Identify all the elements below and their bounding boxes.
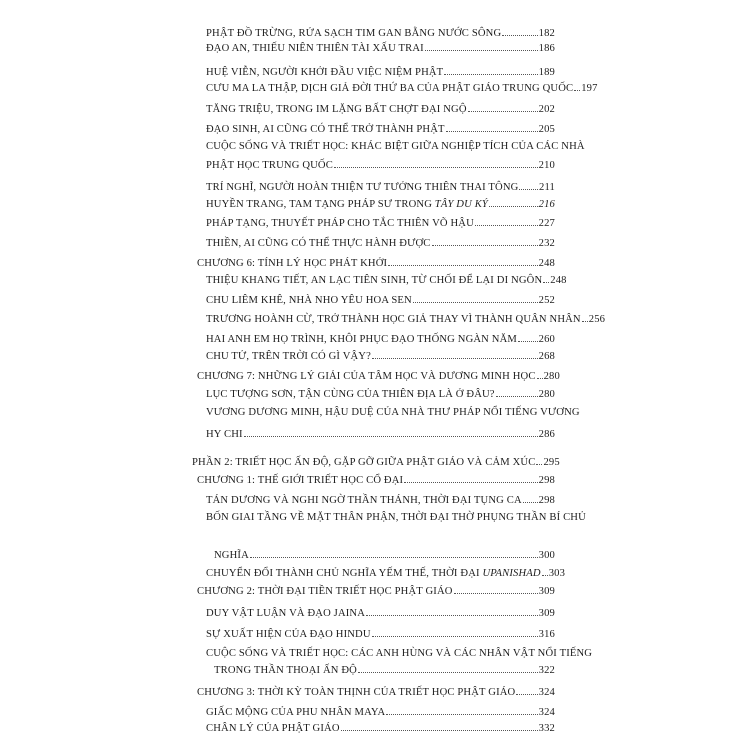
toc-entry-title-text: TĂNG TRIỆU, TRONG IM LẶNG BẤT CHỢT ĐẠI NGỘ xyxy=(206,104,467,115)
toc-dot-leader xyxy=(543,281,549,283)
toc-section-entry xyxy=(206,123,555,137)
toc-dot-leader xyxy=(454,592,538,594)
toc-page-number: 324 xyxy=(538,707,555,718)
toc-section-entry xyxy=(206,333,555,347)
toc-dot-leader xyxy=(542,574,548,576)
toc-entry-title xyxy=(206,181,518,195)
toc-entry-title-text: PHẬT ĐỒ TRỪNG, RỬA SẠCH TIM GAN BẰNG NƯỚC SÔNG xyxy=(206,28,502,39)
toc-dot-leader xyxy=(519,188,538,190)
toc-entry-title-text: THIỆU KHANG TIẾT, AN LẠC TIÊN SINH, TỪ CHỐI ĐỂ LẠI DI NGÔN xyxy=(206,275,543,286)
toc-entry-title xyxy=(214,549,249,563)
toc-section-entry xyxy=(206,722,555,736)
toc-dot-leader xyxy=(446,130,538,132)
toc-entry-title xyxy=(197,257,387,271)
toc-entry-title-text: TRÍ NGHĨ, NGƯỜI HOÀN THIỆN TƯ TƯỞNG THIÊN THAI TÔNG xyxy=(206,182,519,193)
toc-page-number: 205 xyxy=(538,124,555,135)
toc-entry-title xyxy=(206,406,580,420)
toc-entry-title xyxy=(206,198,488,212)
toc-entry-title-text: CHÂN LÝ CỦA PHẬT GIÁO xyxy=(206,723,340,734)
toc-entry-title-text: CHƯƠNG 3: THỜI KỲ TOÀN THỊNH CỦA TRIẾT HỌC PHẬT GIÁO xyxy=(197,687,516,698)
toc-section-entry xyxy=(206,494,555,508)
toc-page-number: 256 xyxy=(588,314,606,325)
toc-page-number: 227 xyxy=(538,218,555,229)
toc-entry-title-text: CHƯƠNG 2: THỜI ĐẠI TIỀN TRIẾT HỌC PHẬT GIÁO xyxy=(197,586,453,597)
toc-entry-title-text: HY CHI xyxy=(206,429,243,440)
toc-entry-title xyxy=(206,647,592,661)
toc-entry-title xyxy=(197,585,453,599)
toc-page-number: 189 xyxy=(538,67,555,78)
toc-section-entry xyxy=(206,237,555,251)
toc-section-entry xyxy=(206,159,555,173)
toc-entry-title-text: GIẤC MỘNG CỦA PHU NHÂN MAYA xyxy=(206,707,386,718)
toc-section-entry xyxy=(206,181,555,195)
toc-page-number: 303 xyxy=(548,568,566,579)
toc-entry-title-italic: TÂY DU KÝ xyxy=(434,199,488,210)
toc-page-number: 298 xyxy=(538,495,555,506)
toc-dot-leader xyxy=(341,729,538,731)
toc-page-number: 280 xyxy=(538,389,555,400)
toc-page-number: 260 xyxy=(538,334,555,345)
toc-entry-title xyxy=(206,428,243,442)
toc-dot-leader xyxy=(536,463,542,465)
toc-section-entry xyxy=(206,313,606,327)
toc-dot-leader xyxy=(425,49,538,51)
toc-entry-title-text: HUỆ VIỄN, NGƯỜI KHỞI ĐẦU VIỆC NIỆM PHẬT xyxy=(206,67,444,78)
toc-section-entry xyxy=(206,647,593,661)
toc-entry-title-text: CHUYỂN ĐỔI THÀNH CHỦ NGHĨA YẾM THẾ, THỜI ĐẠI xyxy=(206,568,483,579)
toc-entry-title xyxy=(206,237,431,251)
toc-entry-title xyxy=(197,370,536,384)
toc-dot-leader xyxy=(475,224,538,226)
toc-dot-leader xyxy=(518,340,538,342)
toc-entry-title xyxy=(206,388,495,402)
toc-entry-title xyxy=(206,722,340,736)
toc-page-number: 186 xyxy=(538,43,555,54)
toc-entry-title xyxy=(206,706,385,720)
toc-chapter-entry xyxy=(197,585,555,599)
toc-entry-title-text: CƯU MA LA THẬP, DỊCH GIẢ ĐỜI THỨ BA CỦA PHẬT GIÁO TRUNG QUỐC xyxy=(206,83,574,94)
toc-page-number: 216 xyxy=(538,199,555,210)
toc-entry-title-text: CUỘC SỐNG VÀ TRIẾT HỌC: CÁC ANH HÙNG VÀ CÁC NHÂN VẬT NỔI TIẾNG xyxy=(206,648,593,659)
toc-entry-title-text: NGHĨA xyxy=(214,550,249,561)
toc-entry-title-text: SỰ XUẤT HIỆN CỦA ĐẠO HINDU xyxy=(206,629,371,640)
toc-page-number: 248 xyxy=(550,275,567,286)
toc-entry-title xyxy=(206,350,371,364)
toc-section-entry xyxy=(206,198,555,212)
toc-dot-leader xyxy=(523,501,538,503)
toc-section-entry xyxy=(206,103,555,117)
toc-entry-title-text: TÁN DƯƠNG VÀ NGHI NGỜ THẦN THÁNH, THỜI ĐẠI TỤNG CA xyxy=(206,495,522,506)
toc-entry-title xyxy=(197,686,515,700)
toc-entry-title-text: PHẦN 2: TRIẾT HỌC ẤN ĐỘ, GẶP GỠ GIỮA PHẬT GIÁO VÀ CẢM XÚC xyxy=(192,457,536,468)
toc-chapter-entry xyxy=(197,686,555,700)
toc-entry-title-text: ĐẠO SINH, AI CŨNG CÓ THỂ TRỞ THÀNH PHẬT xyxy=(206,124,445,135)
toc-chapter-entry xyxy=(197,474,555,488)
toc-section-entry xyxy=(206,428,555,442)
toc-dot-leader xyxy=(388,264,537,266)
toc-entry-title-italic: UPANISHAD xyxy=(482,568,541,579)
toc-entry-title xyxy=(206,123,445,137)
toc-section-entry xyxy=(206,42,555,56)
toc-section-entry xyxy=(206,27,555,41)
toc-dot-leader xyxy=(516,693,537,695)
toc-entry-title xyxy=(206,217,474,231)
toc-section-entry xyxy=(206,511,586,525)
toc-section-entry xyxy=(206,350,555,364)
toc-entry-title-text: CHƯƠNG 6: TÍNH LÝ HỌC PHÁT KHỞI xyxy=(197,258,388,269)
toc-entry-title-text: HAI ANH EM HỌ TRÌNH, KHÔI PHỤC ĐẠO THỐNG NGÀN NĂM xyxy=(206,334,517,345)
toc-entry-title-text: PHÁP TẠNG, THUYẾT PHÁP CHO TẮC THIÊN VÕ HẬU xyxy=(206,218,474,229)
toc-page-number: 298 xyxy=(538,475,555,486)
toc-entry-title xyxy=(206,494,522,508)
toc-section-entry xyxy=(206,217,555,231)
toc-dot-leader xyxy=(372,635,538,637)
toc-dot-leader xyxy=(413,301,538,303)
toc-dot-leader xyxy=(537,377,543,379)
toc-page-number: 211 xyxy=(539,182,555,193)
toc-section-entry xyxy=(206,66,555,80)
toc-page-number: 210 xyxy=(538,160,555,171)
toc-entry-title-text: ĐẠO AN, THIẾU NIÊN THIÊN TÀI XẤU TRAI xyxy=(206,43,424,54)
toc-dot-leader xyxy=(404,481,537,483)
toc-dot-leader xyxy=(372,357,538,359)
toc-entry-title xyxy=(206,27,501,41)
toc-entry-title xyxy=(206,294,412,308)
toc-dot-leader xyxy=(244,435,538,437)
toc-page-number: 322 xyxy=(538,665,555,676)
toc-section-entry xyxy=(206,388,555,402)
toc-section-entry xyxy=(206,82,598,96)
toc-section-entry xyxy=(206,274,567,288)
toc-entry-title xyxy=(206,567,541,581)
toc-page-number: 316 xyxy=(538,629,555,640)
toc-page-number: 295 xyxy=(543,457,560,468)
toc-entry-title-text: PHẬT HỌC TRUNG QUỐC xyxy=(206,160,333,171)
toc-entry-title xyxy=(206,140,585,154)
toc-dot-leader xyxy=(334,166,538,168)
toc-section-entry xyxy=(206,607,555,621)
toc-dot-leader xyxy=(574,89,580,91)
toc-dot-leader xyxy=(432,244,538,246)
toc-page-number: 182 xyxy=(538,28,555,39)
toc-entry-title-text: CHƯƠNG 7: NHỮNG LÝ GIẢI CỦA TÂM HỌC VÀ DƯƠNG MINH HỌC xyxy=(197,371,536,382)
toc-entry-title-text: VƯƠNG DƯƠNG MINH, HẬU DUỆ CỦA NHÀ THƯ PHÁP NỔI TIẾNG VƯƠNG xyxy=(206,407,580,418)
toc-page-number: 332 xyxy=(538,723,555,734)
toc-entry-title-text: DUY VẬT LUẬN VÀ ĐẠO JAINA xyxy=(206,608,366,619)
toc-dot-leader xyxy=(250,556,538,558)
toc-chapter-entry xyxy=(197,257,555,271)
toc-page-number: 300 xyxy=(538,550,555,561)
toc-entry-title-text: THIỀN, AI CŨNG CÓ THỂ THỰC HÀNH ĐƯỢC xyxy=(206,238,431,249)
toc-section-entry xyxy=(206,628,555,642)
toc-section-entry xyxy=(214,664,555,678)
toc-page-number: 252 xyxy=(538,295,555,306)
toc-section-entry xyxy=(206,567,566,581)
toc-dot-leader xyxy=(502,34,537,36)
toc-entry-title-text: TRONG THẦN THOẠI ẤN ĐỘ xyxy=(214,665,357,676)
toc-entry-title-text: TRƯƠNG HOÀNH CỪ, TRỞ THÀNH HỌC GIẢ THAY VÌ THÀNH QUÂN NHÂN xyxy=(206,314,581,325)
toc-dot-leader xyxy=(582,320,588,322)
toc-dot-leader xyxy=(366,614,538,616)
toc-section-entry xyxy=(214,549,555,563)
toc-entry-title xyxy=(206,82,573,96)
toc-entry-title xyxy=(206,274,542,288)
toc-page-number: 232 xyxy=(538,238,555,249)
toc-section-entry xyxy=(206,140,585,154)
toc-entry-title xyxy=(206,511,586,525)
toc-section-entry xyxy=(206,406,580,420)
toc-entry-title-text: CHƯƠNG 1: THẾ GIỚI TRIẾT HỌC CỔ ĐẠI xyxy=(197,475,404,486)
toc-entry-title xyxy=(206,42,424,56)
toc-entry-title xyxy=(206,333,517,347)
toc-entry-title-text: CHU LIÊM KHÊ, NHÀ NHO YÊU HOA SEN xyxy=(206,295,412,306)
toc-dot-leader xyxy=(444,73,537,75)
toc-page-number: 280 xyxy=(543,371,560,382)
toc-entry-title-text: CUỘC SỐNG VÀ TRIẾT HỌC: KHÁC BIỆT GIỮA NGHIỆP TÍCH CỦA CÁC NHÀ xyxy=(206,141,585,152)
toc-entry-title-text: LỤC TƯỢNG SƠN, TẬN CÙNG CỦA THIÊN ĐỊA LÀ Ở ĐÂU? xyxy=(206,389,495,400)
toc-part-entry xyxy=(192,456,560,470)
toc-dot-leader xyxy=(386,713,537,715)
toc-section-entry xyxy=(206,294,555,308)
toc-dot-leader xyxy=(496,395,538,397)
toc-dot-leader xyxy=(358,671,538,673)
toc-entry-title xyxy=(214,664,357,678)
toc-entry-title-text: HUYỀN TRANG, TAM TẠNG PHÁP SƯ TRONG xyxy=(206,199,435,210)
toc-entry-title xyxy=(206,313,581,327)
toc-page-number: 324 xyxy=(538,687,555,698)
toc-page-number: 309 xyxy=(538,586,555,597)
toc-chapter-entry xyxy=(197,370,560,384)
toc-entry-title-text: BỐN GIAI TẦNG VỀ MẶT THÂN PHẬN, THỜI ĐẠI THỜ PHỤNG THẦN BÍ CHỦ xyxy=(206,512,586,523)
toc-dot-leader xyxy=(489,205,538,207)
toc-page-number: 268 xyxy=(538,351,555,362)
toc-entry-title xyxy=(206,103,467,117)
toc-page-number: 286 xyxy=(538,429,555,440)
toc-entry-title xyxy=(206,628,371,642)
toc-page-number: 248 xyxy=(538,258,555,269)
toc-entry-title xyxy=(206,607,365,621)
toc-dot-leader xyxy=(468,110,538,112)
toc-entry-title-text: CHU TỬ, TRÊN TRỜI CÓ GÌ VẬY? xyxy=(206,351,371,362)
toc-entry-title xyxy=(206,66,443,80)
toc-page-number: 309 xyxy=(538,608,555,619)
toc-page-number: 202 xyxy=(538,104,555,115)
toc-section-entry xyxy=(206,706,555,720)
toc-entry-title xyxy=(206,159,333,173)
toc-entry-title xyxy=(192,456,535,470)
toc-entry-title xyxy=(197,474,403,488)
toc-page-number: 197 xyxy=(581,83,598,94)
